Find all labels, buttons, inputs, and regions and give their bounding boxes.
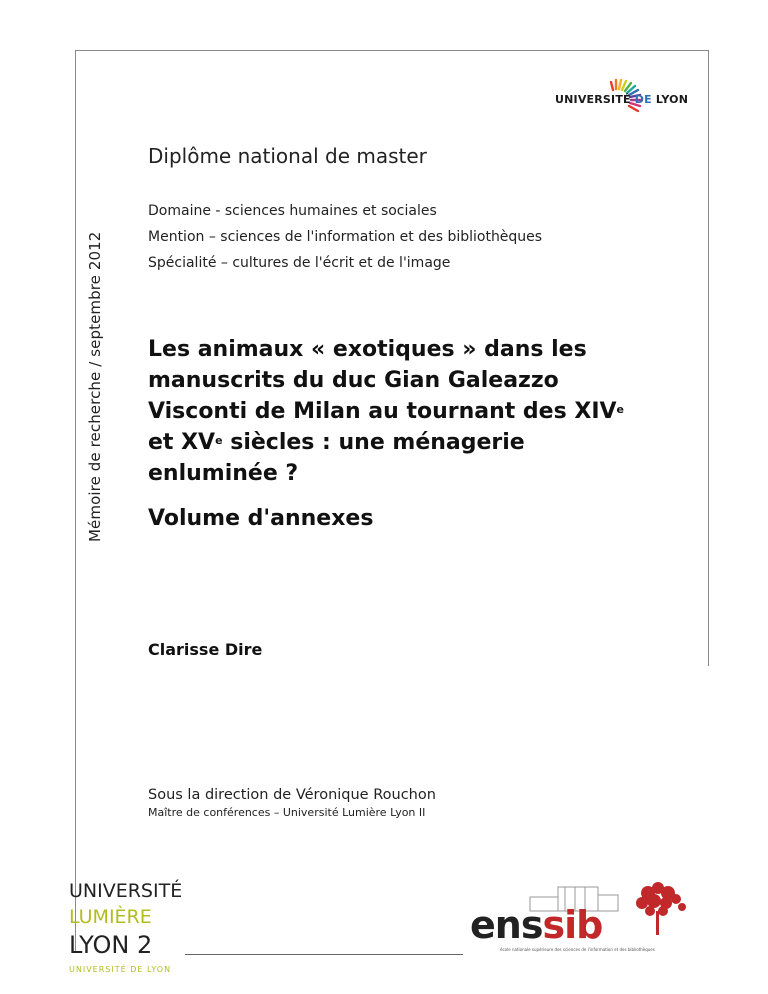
volume-heading: Volume d'annexes [148, 506, 374, 531]
universite-de-lyon-logo [555, 68, 695, 118]
title-line-4-end: siècles : une ménagerie [222, 430, 525, 455]
lyon2-logo-line-1: UNIVERSITÉ [69, 880, 183, 902]
title-sup-1: e [616, 403, 624, 416]
lyon2-logo-rule [185, 954, 463, 955]
enssib-word-1: ens [470, 903, 543, 947]
title-sup-2: e [215, 434, 223, 447]
title-line-3 [148, 396, 688, 427]
supervisor-title: Maître de conférences – Université Lumière Lyon II [148, 806, 426, 819]
title-line-1: Les animaux « exotiques » dans les [148, 337, 587, 362]
author-name: Clarisse Dire [148, 640, 263, 659]
logo-text-part3: LYON [651, 93, 689, 106]
enssib-tagline: école nationale supérieure des sciences de l'information et des bibliothèques [500, 947, 655, 952]
logo-text-part1: UNIVERSITÉ [555, 93, 635, 106]
enssib-logo [470, 875, 695, 960]
title-line-2: manuscrits du duc Gian Galeazzo [148, 368, 559, 393]
lyon2-logo-line-2: LUMIÈRE [69, 906, 152, 928]
frame-left-line [75, 50, 76, 952]
logo-text-de: DE [634, 93, 652, 106]
frame-top-line [75, 50, 709, 51]
logo-text [555, 93, 688, 106]
info-specialite: Spécialité – cultures de l'écrit et de l'image [148, 255, 451, 271]
title-line-5: enluminée ? [148, 461, 299, 486]
frame-right-line [708, 50, 709, 666]
enssib-word-2: sib [542, 903, 603, 947]
lyon2-logo-line-3: LYON 2 [69, 931, 153, 959]
supervisor: Sous la direction de Véronique Rouchon [148, 787, 436, 803]
info-mention: Mention – sciences de l'information et des bibliothèques [148, 229, 543, 245]
enssib-wordmark [470, 903, 602, 947]
title-line-4 [148, 427, 688, 458]
lyon2-logo-line-4: UNIVERSITÉ DE LYON [69, 965, 172, 974]
title-line-3-text: Visconti de Milan au tournant des XIV [148, 399, 617, 424]
side-label: Mémoire de recherche / septembre 2012 [86, 231, 104, 542]
info-domain: Domaine - sciences humaines et sociales [148, 203, 437, 219]
diploma-heading: Diplôme national de master [148, 144, 427, 168]
title-line-4-start: et XV [148, 430, 216, 455]
thesis-title [148, 334, 688, 489]
